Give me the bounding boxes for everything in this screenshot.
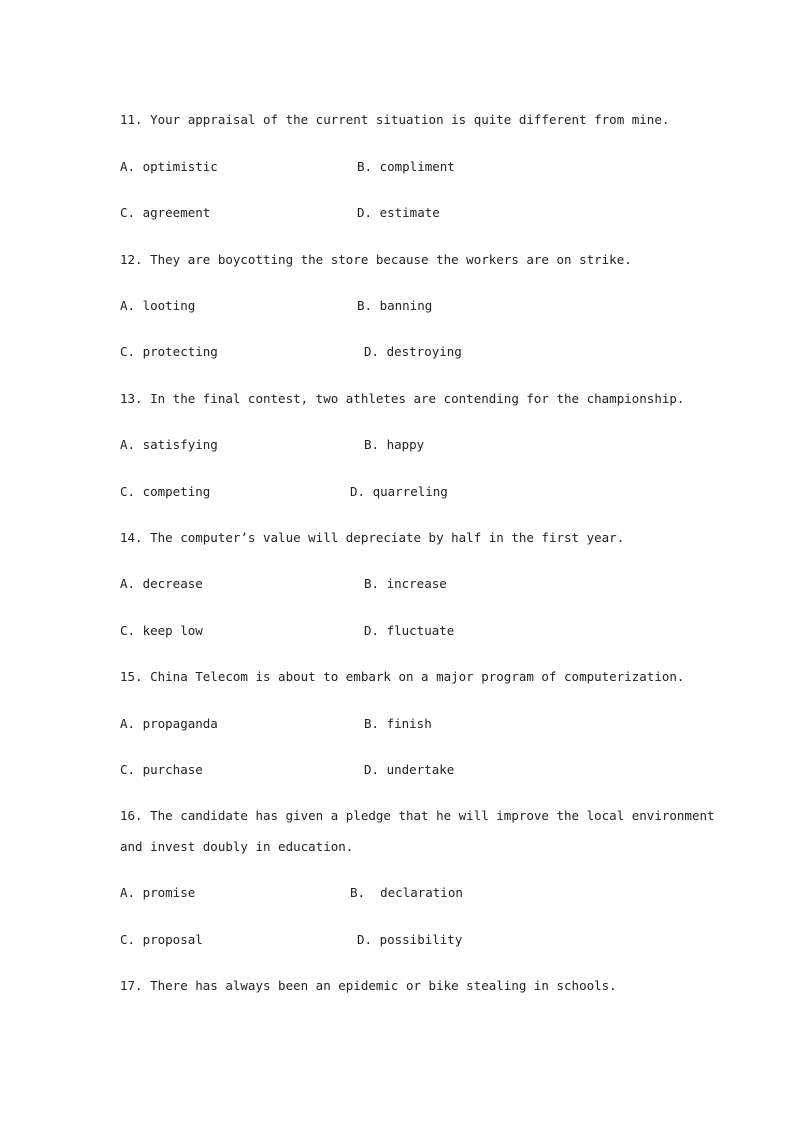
question-12-option-b: B. banning — [357, 298, 433, 313]
question-13-option-a: A. satisfying — [120, 437, 218, 452]
question-13-option-c: C. competing — [120, 484, 211, 499]
question-14-option-a: A. decrease — [120, 576, 203, 591]
question-15-option-a: A. propaganda — [120, 716, 218, 731]
question-11-option-d: D. estimate — [357, 205, 440, 220]
question-14-option-c: C. keep low — [120, 623, 203, 638]
question-15-option-b: B. finish — [364, 716, 432, 731]
question-12-option-a: A. looting — [120, 298, 196, 313]
question-11-option-c: C. agreement — [120, 205, 211, 220]
question-11-option-a: A. optimistic — [120, 159, 218, 174]
question-13-stem: 13. In the final contest, two athletes are contending for the championship. — [120, 391, 685, 406]
question-11-stem: 11. Your appraisal of the current situation is quite different from mine. — [120, 112, 670, 127]
question-15-option-d: D. undertake — [364, 762, 455, 777]
question-16-option-a: A. promise — [120, 885, 196, 900]
question-13-option-b: B. happy — [364, 437, 425, 452]
question-16-stem-line-2: and invest doubly in education. — [120, 839, 354, 854]
question-14-option-d: D. fluctuate — [364, 623, 455, 638]
question-13-option-d: D. quarreling — [350, 484, 448, 499]
question-12-option-d: D. destroying — [364, 344, 462, 359]
question-17-stem: 17. There has always been an epidemic or bike stealing in schools. — [120, 978, 617, 993]
question-11-option-b: B. compliment — [357, 159, 455, 174]
question-16-stem-line-1: 16. The candidate has given a pledge that he will improve the local environment — [120, 808, 715, 823]
question-14-stem: 14. The computer’s value will depreciate by half in the first year. — [120, 530, 625, 545]
question-14-option-b: B. increase — [364, 576, 447, 591]
question-12-option-c: C. protecting — [120, 344, 218, 359]
question-15-option-c: C. purchase — [120, 762, 203, 777]
question-16-option-d: D. possibility — [357, 932, 463, 947]
question-16-option-b: B. declaration — [350, 885, 463, 900]
question-16-option-c: C. proposal — [120, 932, 203, 947]
question-15-stem: 15. China Telecom is about to embark on a major program of computerization. — [120, 669, 685, 684]
question-12-stem: 12. They are boycotting the store because the workers are on strike. — [120, 252, 632, 267]
